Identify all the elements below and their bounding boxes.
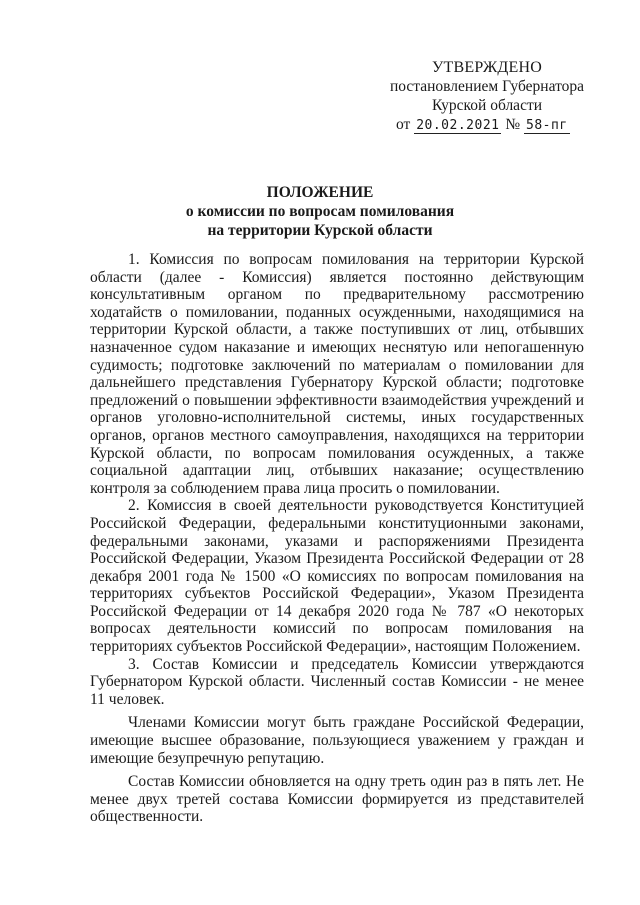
heading-line-1: о комиссии по вопросам помилования: [185, 203, 455, 220]
document-heading: [120, 183, 520, 240]
paragraph-2: 2. Комиссия в своей деятельности руководствуется Конституцией Российской Федерации, федеральными конституционными законами, федеральными законами, указами и распоряжениями Президента Российской Федерации, Указом Президента Российской Федерации от 28 декабря 2001 года № 1500 «О комиссиях по вопросам помилования на территориях субъектов Российской Федерации», Указом Президента Российской Федерации от 14 декабря 2020 года № 787 «О некоторых вопросах деятельности комиссий по вопросам помилования на территориях субъектов Российской Федерации», настоящим Положением.: [90, 497, 584, 656]
approval-block: [382, 58, 592, 135]
document-body: [90, 251, 584, 826]
paragraph-5: Состав Комиссии обновляется на одну треть один раз в пять лет. Не менее двух третей состава Комиссии формируется из представителей общественности.: [90, 773, 584, 826]
approval-line-1: постановлением Губернатора: [389, 78, 585, 95]
paragraph-3: 3. Состав Комиссии и председатель Комиссии утверждаются Губернатором Курской области. Численный состав Комиссии - не менее 11 человек.: [90, 655, 584, 708]
approval-number-label: №: [505, 116, 521, 133]
heading-line-2: на территории Курской области: [207, 222, 433, 239]
heading-title: ПОЛОЖЕНИЕ: [266, 184, 374, 201]
approval-date: 20.02.2021: [416, 118, 500, 133]
approval-from-label: от: [396, 116, 411, 133]
approval-date-line: [382, 115, 592, 135]
approval-line-2: Курской области: [431, 97, 543, 114]
approval-number: 58-пг: [526, 118, 568, 133]
approval-title: УТВЕРЖДЕНО: [431, 59, 542, 76]
paragraph-1: 1. Комиссия по вопросам помилования на территории Курской области (далее - Комиссия) является постоянно действующим консультативным органом по предварительному рассмотрению ходатайств о помиловании, поданных осужденными, находящимися на территории Курской области, а также поступивших от лиц, отбывших назначенное судом наказание и имеющих неснятую или непогашенную судимость; подготовке заключений по материалам о помиловании для дальнейшего представления Губернатору Курской области; подготовке предложений о повышении эффективности взаимодействия учреждений и органов уголовно-исполнительной системы, иных государственных органов, органов местного самоуправления, находящихся на территории Курской области, по вопросам помилования осужденных, а также социальной адаптации лиц, отбывших наказание; осуществлению контроля за соблюдением права лица просить о помиловании.: [90, 251, 584, 497]
paragraph-4: Членами Комиссии могут быть граждане Российской Федерации, имеющие высшее образование, пользующиеся уважением у граждан и имеющие безупречную репутацию.: [90, 714, 584, 767]
